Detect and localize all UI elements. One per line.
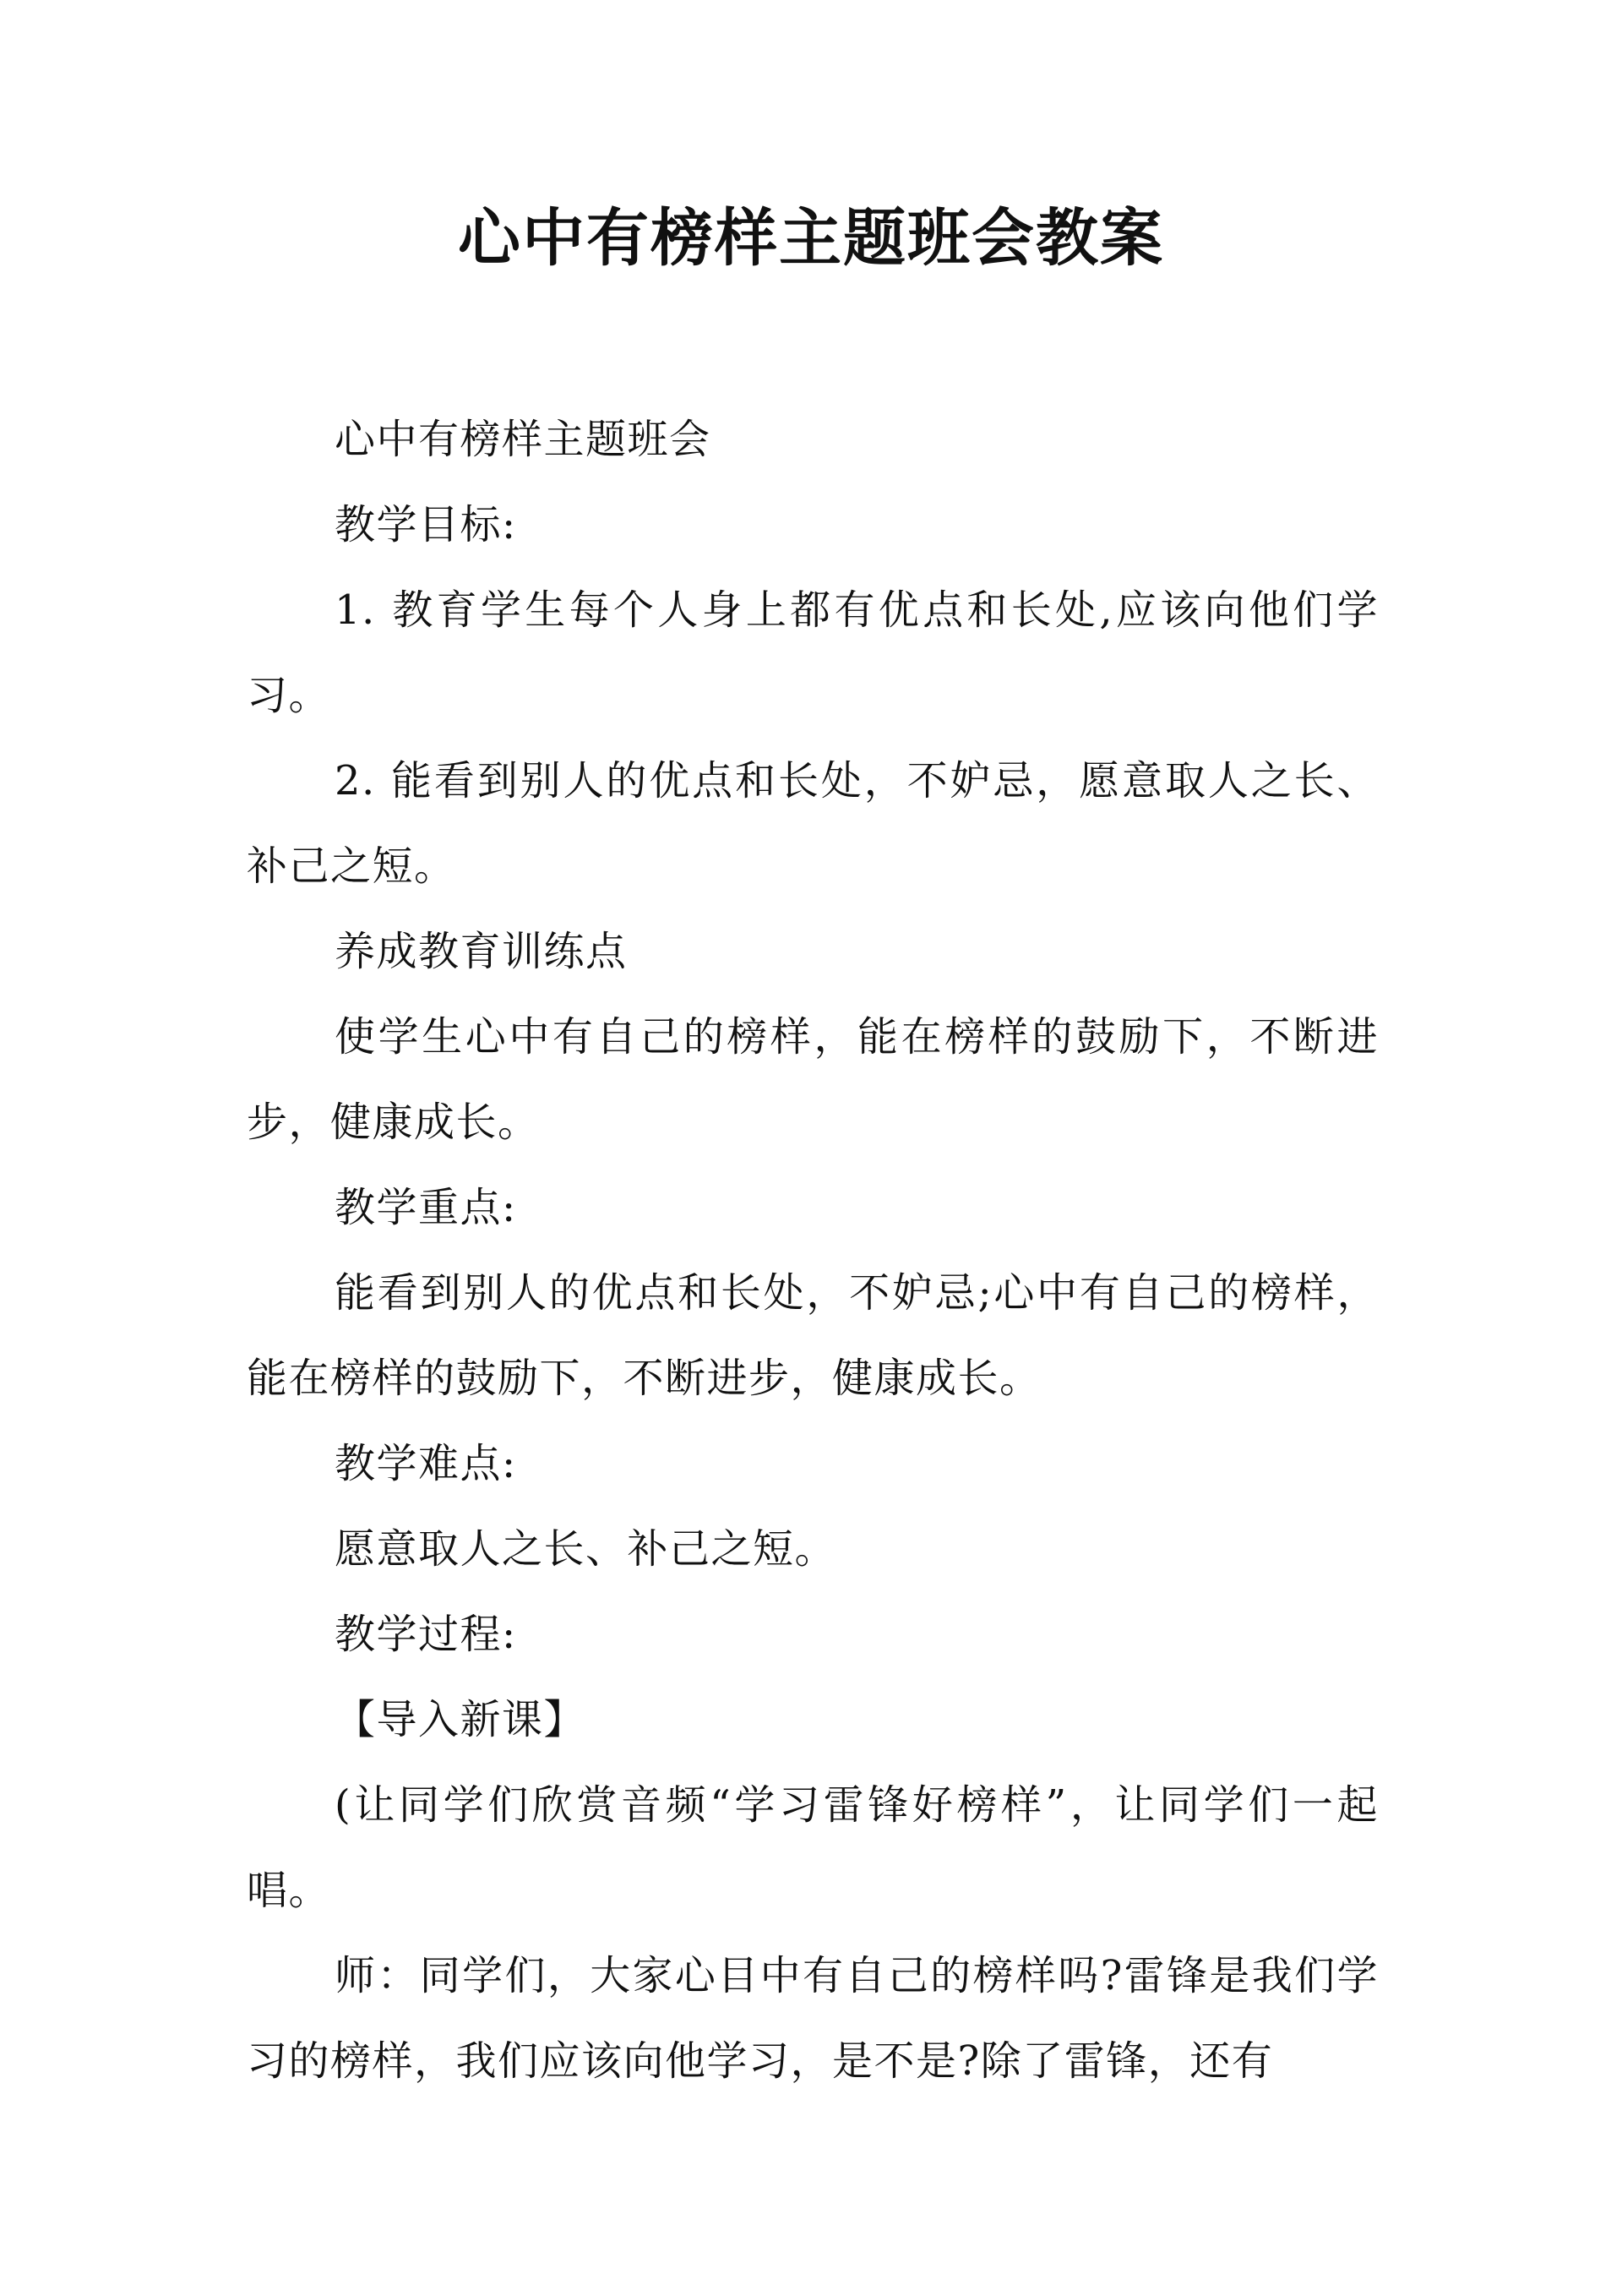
paragraph-goal-2: 2. 能看到别人的优点和长处，不妒忌，愿意取人之长、补己之短。 <box>247 757 1379 890</box>
paragraph-difficulty: 愿意取人之长、补己之短。 <box>335 1525 837 1573</box>
document-title: 心中有榜样主题班会教案 <box>458 202 1164 275</box>
paragraph-process-label: 教学过程: <box>335 1611 517 1658</box>
paragraph-intro-activity: (让同学们欣赏音频“学习雷锋好榜样”，让同学们一起唱。 <box>247 1781 1379 1914</box>
paragraph-heading: 心中有榜样主题班会 <box>335 416 711 463</box>
paragraph-teacher-speech: 师：同学们，大家心目中有自己的榜样吗?雷锋是我们学习的榜样，我们应该向他学习，是不是?除了雷锋，还有 <box>247 1952 1379 2085</box>
paragraph-key-point: 能看到别人的优点和长处，不妒忌;心中有自己的榜样，能在榜样的鼓励下，不断进步，健康成长。 <box>247 1269 1379 1402</box>
paragraph-difficulty-label: 教学难点: <box>335 1440 517 1487</box>
paragraph-goal-1: 1. 教育学生每个人身上都有优点和长处,应该向他们学习。 <box>247 586 1379 719</box>
paragraph-training-point-label: 养成教育训练点 <box>335 928 628 975</box>
paragraph-key-point-label: 教学重点: <box>335 1184 517 1231</box>
paragraph-teaching-goals-label: 教学目标: <box>335 501 517 548</box>
paragraph-training-point: 使学生心中有自己的榜样，能在榜样的鼓励下，不断进步，健康成长。 <box>247 1013 1379 1146</box>
paragraph-intro-section: 【导入新课】 <box>335 1696 586 1743</box>
document-body <box>247 397 1379 2104</box>
